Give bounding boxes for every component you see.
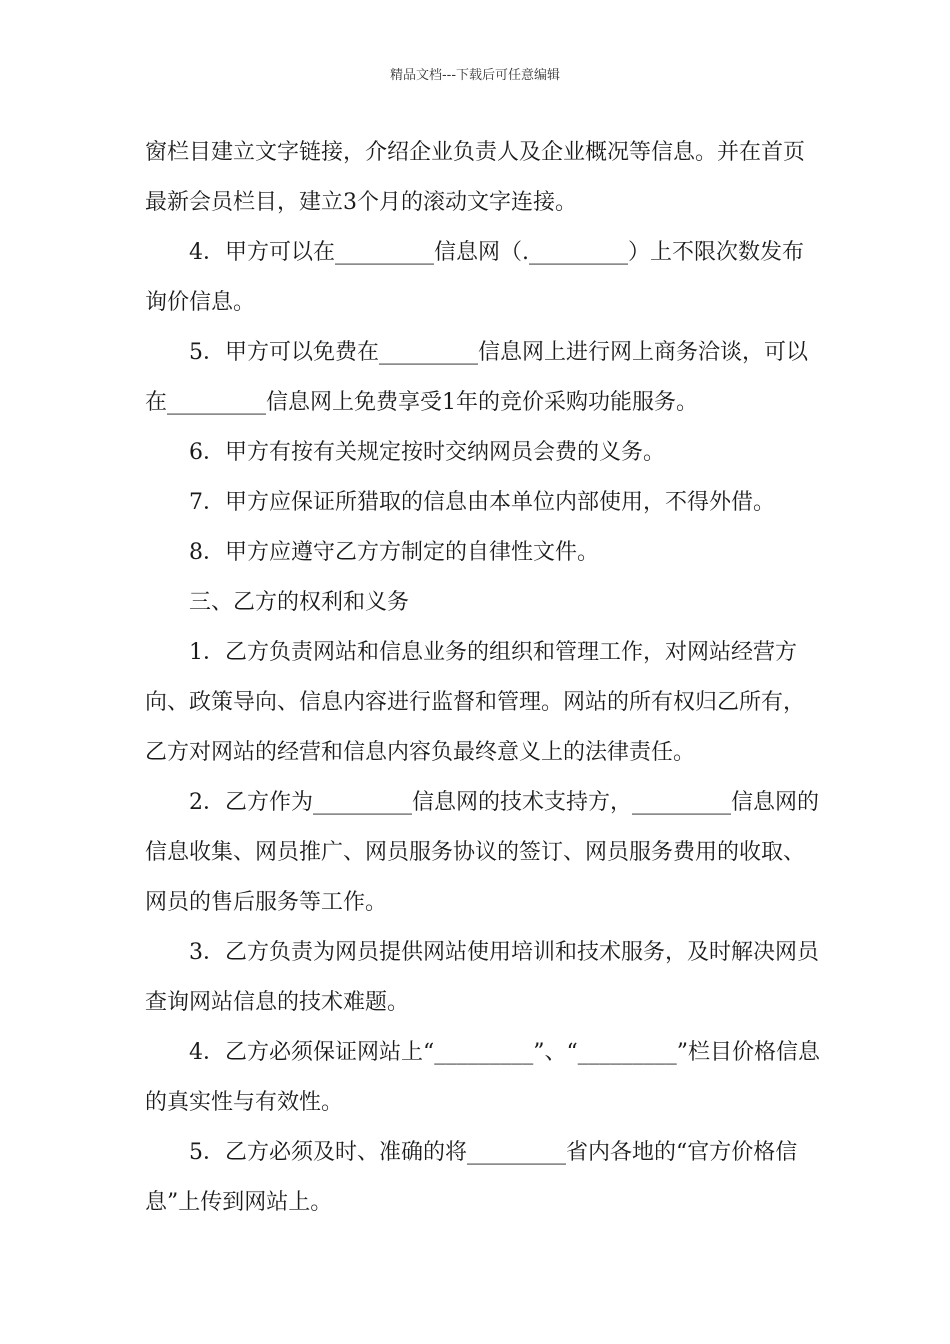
paragraph-item-a8: 8．甲方应遵守乙方方制定的自律性文件。 — [189, 540, 599, 565]
document-body — [145, 128, 825, 1228]
section-heading: 三、乙方的权利和义务 — [189, 590, 410, 615]
paragraph-item-a7: 7．甲方应保证所猎取的信息由本单位内部使用，不得外借。 — [189, 490, 775, 515]
page-header: 精品文档---下载后可任意编辑 — [389, 68, 561, 83]
paragraph-item-a4: 4．甲方可以在_________信息网（._________）上不限次数发布询价信息。 — [145, 240, 804, 315]
paragraph-continuation: 窗栏目建立文字链接，介绍企业负责人及企业概况等信息。并在首页最新会员栏目，建立3个月的滚动文字连接。 — [145, 140, 806, 215]
paragraph-item-b1: 1．乙方负责网站和信息业务的组织和管理工作，对网站经营方向、政策导向、信息内容进行监督和管理。网站的所有权归乙所有，乙方对网站的经营和信息内容负最终意义上的法律责任。 — [145, 640, 806, 765]
paragraph-item-a6: 6．甲方有按有关规定按时交纳网员会费的义务。 — [189, 440, 665, 465]
paragraph-item-b5: 5．乙方必须及时、准确的将_________省内各地的“官方价格信息”上传到网站上。 — [145, 1140, 798, 1215]
paragraph-item-b4: 4．乙方必须保证网站上“_________”、“_________”栏目价格信息的真实性与有效性。 — [145, 1040, 820, 1115]
paragraph-item-b3: 3．乙方负责为网员提供网站使用培训和技术服务，及时解决网员查询网站信息的技术难题。 — [145, 940, 819, 1015]
paragraph-item-a5: 5．甲方可以免费在_________信息网上进行网上商务洽谈，可以在_________信息网上免费享受1年的竞价采购功能服务。 — [145, 340, 808, 415]
paragraph-item-b2: 2．乙方作为_________信息网的技术支持方，_________信息网的信息收集、网员推广、网员服务协议的签订、网员服务费用的收取、网员的售后服务等工作。 — [145, 790, 819, 915]
